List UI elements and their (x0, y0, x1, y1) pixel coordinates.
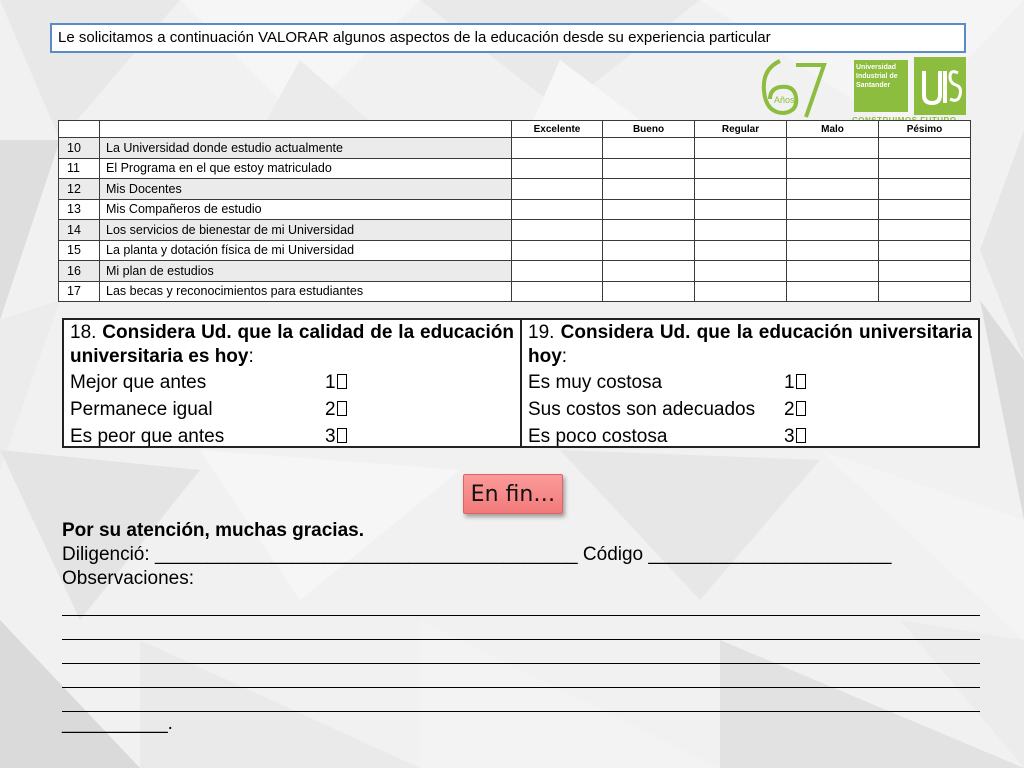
option-code: 2 (784, 396, 806, 423)
university-name (854, 60, 908, 112)
table-row (59, 281, 971, 302)
rating-cell[interactable] (695, 179, 787, 200)
table-row (59, 179, 971, 200)
rating-cell[interactable] (512, 220, 603, 241)
observation-line[interactable] (62, 688, 980, 712)
option-label: Es muy costosa (528, 372, 663, 393)
option-label: Sus costos son adecuados (528, 399, 756, 420)
checkbox-icon[interactable] (337, 401, 347, 416)
rating-cell[interactable] (695, 220, 787, 241)
row-item: Los servicios de bienestar de mi Universidad (100, 220, 512, 241)
question-19-heading (528, 321, 972, 369)
rating-cell[interactable] (879, 240, 971, 261)
observaciones-field[interactable] (62, 592, 980, 712)
diligencio-line (62, 543, 982, 567)
question-tail: : (561, 346, 568, 367)
rating-cell[interactable] (695, 240, 787, 261)
rating-cell[interactable] (512, 240, 603, 261)
table-row (59, 138, 971, 159)
checkbox-icon[interactable] (796, 401, 806, 416)
rating-cell[interactable] (879, 220, 971, 241)
observation-last-line[interactable]: __________. (62, 713, 173, 734)
observaciones-label: Observaciones: (62, 568, 195, 589)
question-number: 19. (528, 322, 555, 343)
rating-cell[interactable] (603, 158, 695, 179)
instruction-banner: Le solicitamos a continuación VALORAR algunos aspectos de la educación desde su experiencia particular (50, 23, 966, 53)
row-number: 14 (59, 220, 100, 241)
option-code: 3 (325, 423, 347, 450)
rating-cell[interactable] (787, 199, 879, 220)
option-code: 1 (784, 369, 806, 396)
option-costos-adecuados[interactable] (528, 396, 972, 423)
question-text: Considera Ud. que la calidad de la educación universitaria es hoy (70, 322, 514, 367)
rating-cell[interactable] (512, 199, 603, 220)
rating-cell[interactable] (512, 281, 603, 302)
uis-monogram-icon (914, 57, 966, 115)
row-item: Las becas y reconocimientos para estudiantes (100, 281, 512, 302)
rating-cell[interactable] (695, 281, 787, 302)
rating-cell[interactable] (695, 199, 787, 220)
question-18-heading (70, 321, 514, 369)
rating-cell[interactable] (603, 220, 695, 241)
university-logo (758, 55, 973, 127)
option-label: Es poco costosa (528, 426, 668, 447)
rating-cell[interactable] (695, 261, 787, 282)
diligencio-label: Diligenció: (62, 544, 150, 565)
rating-cell[interactable] (603, 240, 695, 261)
rating-cell[interactable] (787, 240, 879, 261)
option-label: Permanece igual (70, 399, 213, 420)
row-number: 17 (59, 281, 100, 302)
rating-cell[interactable] (787, 138, 879, 159)
codigo-label: Código (582, 544, 644, 565)
checkbox-icon[interactable] (796, 374, 806, 389)
rating-table (58, 120, 971, 302)
university-name-line2: Industrial de (856, 73, 898, 80)
rating-cell[interactable] (603, 199, 695, 220)
rating-cell[interactable] (512, 158, 603, 179)
rating-cell[interactable] (879, 158, 971, 179)
diligencio-field[interactable]: ________________________________________ (154, 544, 578, 565)
option-es-muy-costosa[interactable] (528, 369, 972, 396)
checkbox-icon[interactable] (337, 374, 347, 389)
observation-line[interactable] (62, 640, 980, 664)
row-number: 16 (59, 261, 100, 282)
column-malo: Malo (787, 121, 879, 138)
thanks-text: Por su atención, muchas gracias. (62, 520, 364, 541)
rating-cell[interactable] (879, 179, 971, 200)
column-pesimo: Pésimo (879, 121, 971, 138)
row-item: El Programa en el que estoy matriculado (100, 158, 512, 179)
row-number: 15 (59, 240, 100, 261)
column-regular: Regular (695, 121, 787, 138)
rating-cell[interactable] (787, 158, 879, 179)
codigo-field[interactable]: _______________________ (648, 544, 892, 565)
observation-line[interactable] (62, 592, 980, 616)
rating-cell[interactable] (512, 138, 603, 159)
option-es-peor-que-antes[interactable] (70, 423, 514, 450)
rating-cell[interactable] (603, 281, 695, 302)
rating-cell[interactable] (787, 220, 879, 241)
rating-cell[interactable] (787, 179, 879, 200)
row-item: La Universidad donde estudio actualmente (100, 138, 512, 159)
rating-cell[interactable] (879, 138, 971, 159)
option-code: 2 (325, 396, 347, 423)
anniversary-text: Años (774, 95, 795, 105)
rating-cell[interactable] (603, 179, 695, 200)
option-permanece-igual[interactable] (70, 396, 514, 423)
option-code: 1 (325, 369, 347, 396)
header-num (59, 121, 100, 138)
rating-cell[interactable] (787, 261, 879, 282)
questions-box (62, 318, 980, 448)
observation-line[interactable] (62, 616, 980, 640)
question-number: 18. (70, 322, 97, 343)
rating-cell[interactable] (603, 138, 695, 159)
header-item (100, 121, 512, 138)
column-excelente: Excelente (512, 121, 603, 138)
row-item: Mi plan de estudios (100, 261, 512, 282)
checkbox-icon[interactable] (337, 428, 347, 443)
footer (62, 519, 982, 591)
row-item: Mis Docentes (100, 179, 512, 200)
end-button[interactable]: En fin… (463, 474, 563, 514)
rating-cell[interactable] (695, 158, 787, 179)
option-label: Mejor que antes (70, 372, 207, 393)
row-item: La planta y dotación física de mi Universidad (100, 240, 512, 261)
table-row (59, 158, 971, 179)
row-number: 12 (59, 179, 100, 200)
table-row (59, 220, 971, 241)
rating-cell[interactable] (879, 199, 971, 220)
rating-cell[interactable] (603, 261, 695, 282)
table-row (59, 199, 971, 220)
rating-cell[interactable] (512, 261, 603, 282)
row-number: 13 (59, 199, 100, 220)
checkbox-icon[interactable] (796, 428, 806, 443)
observation-line[interactable] (62, 664, 980, 688)
rating-cell[interactable] (512, 179, 603, 200)
rating-cell[interactable] (879, 281, 971, 302)
column-bueno: Bueno (603, 121, 695, 138)
rating-cell[interactable] (695, 138, 787, 159)
university-name-line3: Santander (856, 82, 891, 89)
table-row (59, 240, 971, 261)
option-es-poco-costosa[interactable] (528, 423, 972, 450)
rating-cell[interactable] (879, 261, 971, 282)
row-number: 10 (59, 138, 100, 159)
row-item: Mis Compañeros de estudio (100, 199, 512, 220)
anniversary-67-logo (758, 55, 828, 121)
table-row (59, 261, 971, 282)
question-18 (64, 320, 522, 446)
rating-table-header (59, 121, 971, 138)
option-mejor-que-antes[interactable] (70, 369, 514, 396)
question-text: Considera Ud. que la educación universitaria hoy (528, 322, 972, 367)
row-number: 11 (59, 158, 100, 179)
university-name-line1: Universidad (856, 64, 897, 71)
option-label: Es peor que antes (70, 426, 225, 447)
question-tail: : (248, 346, 254, 367)
rating-cell[interactable] (787, 281, 879, 302)
option-code: 3 (784, 423, 806, 450)
question-19 (522, 320, 978, 446)
